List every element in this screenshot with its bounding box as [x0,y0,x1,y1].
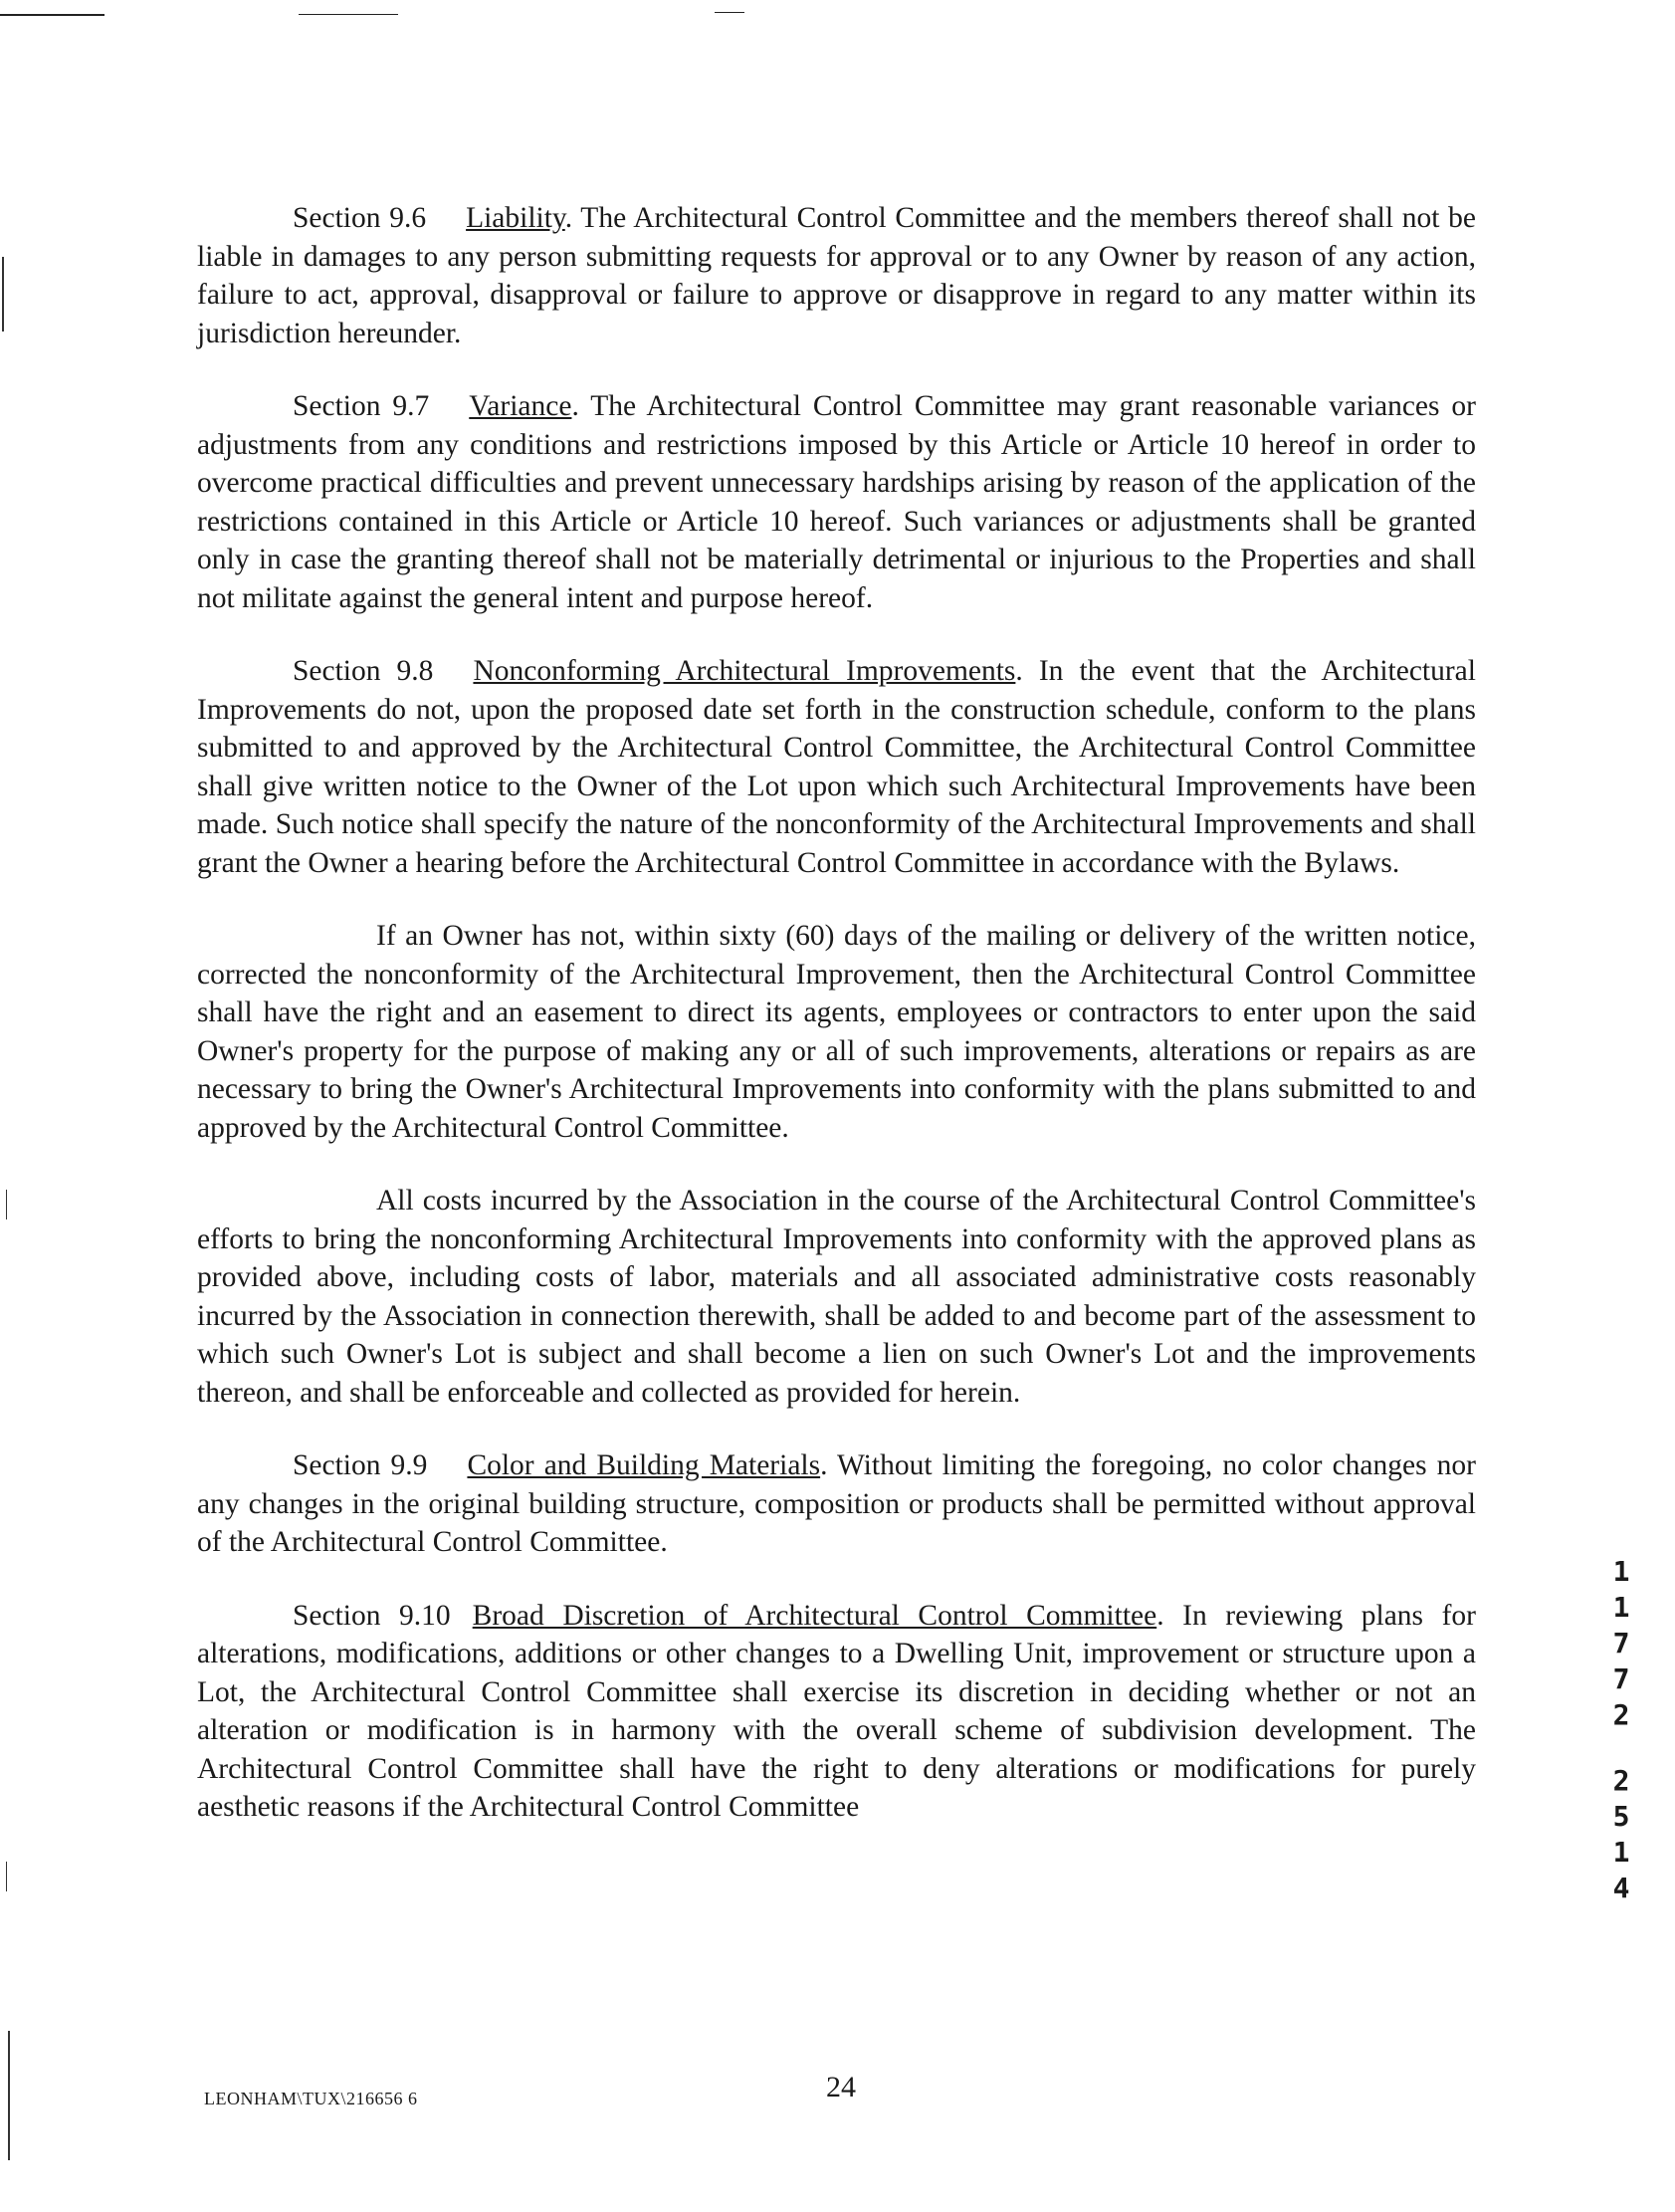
section-number: Section 9.6 [293,202,427,234]
page-number: 24 [826,2071,856,2103]
margin-mark [6,1862,7,1891]
section-text: . Without limiting the foregoing, no color changes nor any changes in the original building structure, composition or products shall be permitted without approval of the Architectural Control Committee. [197,1449,1476,1558]
section-9-8-continuation-paragraph [197,917,1476,1147]
section-9-10-paragraph [197,1597,1476,1827]
section-title: Liability [466,202,565,234]
section-9-8-paragraph [197,652,1476,882]
section-9-9-paragraph [197,1446,1476,1562]
stamp-digit: 7 [1612,1662,1630,1695]
section-text: . In the event that the Architectural Improvements do not, upon the proposed date set forth in the construction schedule, conform to the plans submitted to and approved by the Architectural Control Committee, the Architectural Control Committee shall give written notice to the Owner of the Lot upon which such Architectural Improvements have been made. Such notice shall specify the nature of the nonconformity of the Architectural Improvements and shall grant the Owner a hearing before the Architectural Control Committee in accordance with the Bylaws. [197,655,1476,879]
section-9-6-paragraph [197,199,1476,352]
section-9-7-paragraph [197,387,1476,617]
section-text: . In reviewing plans for alterations, modifications, additions or other changes to a Dwelling Unit, improvement or structure upon a Lot, the Architectural Control Committee shall exercise its discretion in deciding whether or not an alteration or modification is in harmony with the overall scheme of subdivision development. The Architectural Control Committee shall have the right to deny alterations or modifications for purely aesthetic reasons if the Architectural Control Committee [197,1599,1476,1823]
stamp-digit: 1 [1612,1836,1630,1869]
margin-mark [2,257,4,332]
section-title: Nonconforming Architectural Improvements [473,655,1016,687]
section-text: . The Architectural Control Committee may grant reasonable variances or adjustments from any conditions and restrictions imposed by this Article or Article 10 hereof in order to overcome practical difficulties and prevent unnecessary hardships arising by reason of the application of the restrictions contained in this Article or Article 10 hereof. Such variances or adjustments shall be granted only in case the granting thereof shall not be materially detrimental or injurious to the Properties and shall not militate against the general intent and purpose hereof. [197,390,1476,614]
stamp-group-1 [1604,1555,1638,1731]
margin-mark [8,2031,10,2160]
section-number: Section 9.10 [293,1599,451,1632]
section-title: Broad Discretion of Architectural Control Committee [472,1599,1157,1632]
section-title: Color and Building Materials [467,1449,821,1481]
stamp-digit: 2 [1612,1764,1630,1797]
stamp-digit: 5 [1612,1800,1630,1833]
section-title: Variance [469,390,572,422]
stamp-digit: 4 [1612,1872,1630,1904]
stamp-group-2 [1604,1764,1638,1904]
paragraph-text: All costs incurred by the Association in the course of the Architectural Control Committee's efforts to bring the nonconforming Architectural Improvements into conformity with the approved plans as provided above, including costs of labor, materials and all associated administrative costs reasonably incurred by the Association in connection therewith, shall be added to and become part of the assessment to which such Owner's Lot is subject and shall become a lien on such Owner's Lot and the improvements thereon, and shall be enforceable and collected as provided for herein. [197,1185,1476,1409]
stamp-digit: 2 [1612,1698,1630,1731]
stamp-digit: 1 [1612,1555,1630,1588]
section-number: Section 9.8 [293,655,434,687]
section-number: Section 9.9 [293,1449,428,1481]
scan-artifact-line [0,14,105,16]
paragraph-text: If an Owner has not, within sixty (60) days of the mailing or delivery of the written notice, corrected the nonconformity of the Architectural Improvement, then the Architectural Control Committee shall have the right and an easement to direct its agents, employees or contractors to enter upon the said Owner's property for the purpose of making any or all of such improvements, alterations or repairs as are necessary to bring the Owner's Architectural Improvements into conformity with the plans submitted to and approved by the Architectural Control Committee. [197,920,1476,1144]
stamp-digit: 7 [1612,1627,1630,1659]
margin-mark [6,1190,7,1219]
file-reference: LEONHAM\TUX\216656 6 [204,2089,418,2108]
section-9-8-costs-paragraph [197,1182,1476,1412]
section-text: . The Architectural Control Committee and the members thereof shall not be liable in damages to any person submitting requests for approval or to any Owner by reason of any action, failure to act, approval, disapproval or failure to approve or disapprove in regard to any matter within its jurisdiction hereunder. [197,202,1476,349]
stamp-digit: 1 [1612,1591,1630,1624]
section-number: Section 9.7 [293,390,430,422]
scan-artifact-line [299,14,398,15]
recording-stamp [1604,1555,1638,1904]
document-body [197,199,1476,1862]
scan-artifact-line [715,12,744,13]
